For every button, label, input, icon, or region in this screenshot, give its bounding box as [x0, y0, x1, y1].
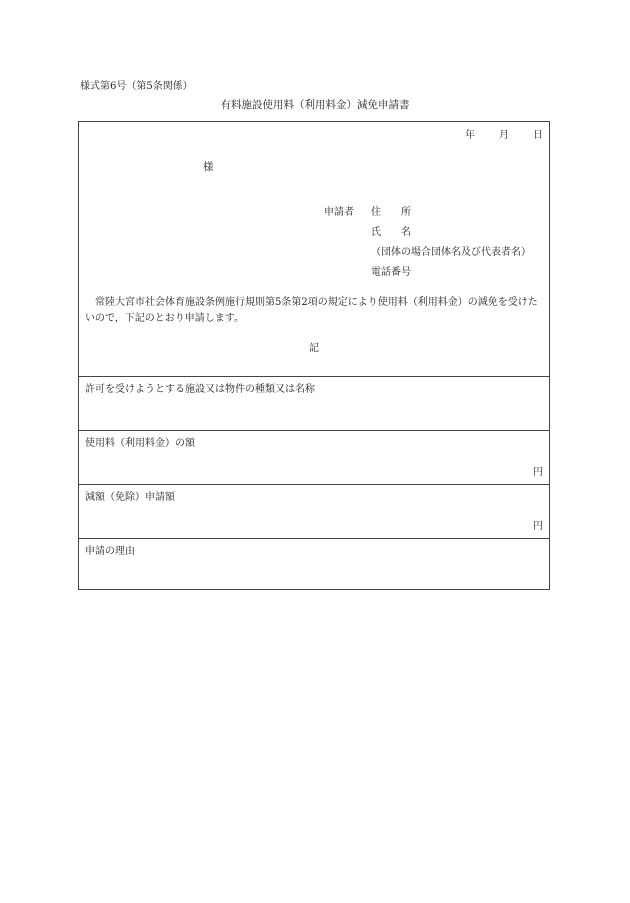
facility-name-label: 許可を受けようとする施設又は物件の種類又は名称: [85, 384, 315, 395]
date-day-label: 日: [533, 130, 543, 141]
date-row: [465, 131, 543, 141]
applicant-label: 申請者: [324, 207, 354, 218]
date-month-label: 月: [499, 130, 509, 141]
application-statement: 常陸大宮市社会体育施設条例施行規則第5条第2項の規定により使用料（利用料金）の減免を受けたいので，下記のとおり申請します。: [85, 297, 538, 324]
applicant-phone-label: 電話番号: [371, 267, 411, 278]
document-title: 有料施設使用料（利用料金）減免申請書: [220, 99, 410, 111]
reason-label: 申請の理由: [85, 546, 135, 557]
application-form-table: [78, 121, 550, 590]
usage-fee-label: 使用料（利用料金）の額: [85, 438, 195, 449]
usage-fee-unit: 円: [533, 467, 543, 478]
row-divider: [79, 484, 549, 485]
reduction-amount-label: 減額（免除）申請額: [85, 492, 175, 503]
ki-heading: 記: [309, 343, 319, 354]
row-divider: [79, 430, 549, 431]
row-divider: [79, 376, 549, 377]
applicant-name-label: 氏 名: [371, 227, 411, 238]
applicant-address-label: 住 所: [371, 207, 411, 218]
addressee-suffix: 様: [203, 161, 214, 173]
date-year-label: 年: [465, 130, 475, 141]
reduction-amount-unit: 円: [533, 521, 543, 532]
organization-note: （団体の場合団体名及び代表者名）: [371, 247, 531, 258]
row-divider: [79, 538, 549, 539]
form-number: 様式第6号（第5条関係）: [80, 81, 193, 92]
